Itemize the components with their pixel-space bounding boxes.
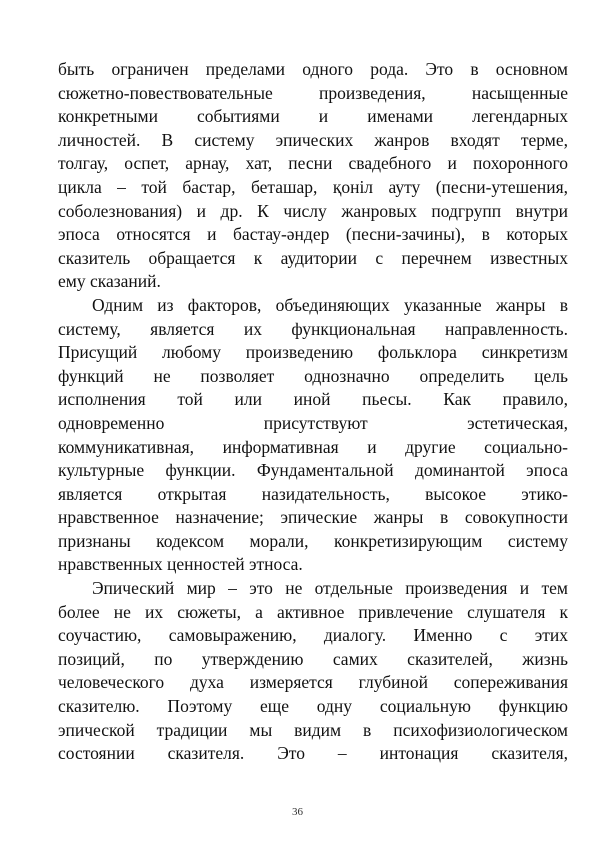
text-line: соболезнования) и др. К числу жанровых подгрупп внутри bbox=[58, 200, 568, 221]
text-line: признаны кодексом морали, конкретизирующим систему bbox=[58, 530, 568, 551]
text-line: систему, является их функциональная направленность. bbox=[58, 318, 568, 339]
paragraph-first-line: Одним из факторов, объединяющих указанные жанры в bbox=[92, 294, 568, 315]
text-line: функций не позволяет однозначно определить цель bbox=[58, 365, 568, 386]
text-line: нравственное назначение; эпические жанры в совокупности bbox=[58, 507, 568, 528]
text-line: быть ограничен пределами одного рода. Это в основном bbox=[58, 59, 568, 79]
text-line: является открытая назидательность, высокое этико- bbox=[58, 483, 568, 504]
text-line: соучастию, самовыражению, диалогу. Именно с этих bbox=[58, 625, 568, 646]
text-line: одновременно присутствуют эстетическая, bbox=[58, 412, 568, 433]
text-line: исполнения той или иной пьесы. Как правило, bbox=[58, 389, 568, 410]
text-line: культурные функции. Фундаментальной доминантой эпоса bbox=[58, 460, 568, 481]
text-line: позиций, по утверждению самих сказителей, жизнь bbox=[58, 648, 568, 669]
paragraph-first-line: Эпический мир – это не отдельные произведения и тем bbox=[92, 578, 568, 599]
text-line: коммуникативная, информативная и другие социально- bbox=[58, 436, 568, 457]
text-line: сказителю. Поэтому еще одну социальную функцию bbox=[58, 696, 568, 717]
text-line: Присущий любому произведению фольклора синкретизм bbox=[58, 342, 568, 363]
text-line: более не их сюжеты, а активное привлечение слушателя к bbox=[58, 601, 568, 622]
text-line: толгау, оспет, арнау, хат, песни свадебного и похоронного bbox=[58, 153, 568, 174]
text-line: цикла – той бастар, беташар, қоніл ауту (песни-утешения, bbox=[58, 176, 568, 197]
page-number: 36 bbox=[292, 806, 303, 818]
text-line: личностей. В систему эпических жанров входят терме, bbox=[58, 129, 568, 150]
text-line: сюжетно-повествовательные произведения, насыщенные bbox=[58, 82, 568, 103]
text-line: эпоса относятся и бастау-әндер (песни-зачины), в которых bbox=[58, 224, 568, 245]
text-line: нравственных ценностей этноса. bbox=[58, 554, 303, 575]
text-line: состоянии сказителя. Это – интонация сказителя, bbox=[58, 743, 568, 764]
text-line: конкретными событиями и именами легендарных bbox=[58, 106, 568, 127]
text-line: ему сказаний. bbox=[58, 271, 161, 292]
text-line: эпической традиции мы видим в психофизиологическом bbox=[58, 719, 568, 740]
text-line: сказитель обращается к аудитории с перечнем известных bbox=[58, 247, 568, 268]
text-line: человеческого духа измеряется глубиной сопереживания bbox=[58, 672, 568, 693]
body-text bbox=[58, 58, 568, 766]
